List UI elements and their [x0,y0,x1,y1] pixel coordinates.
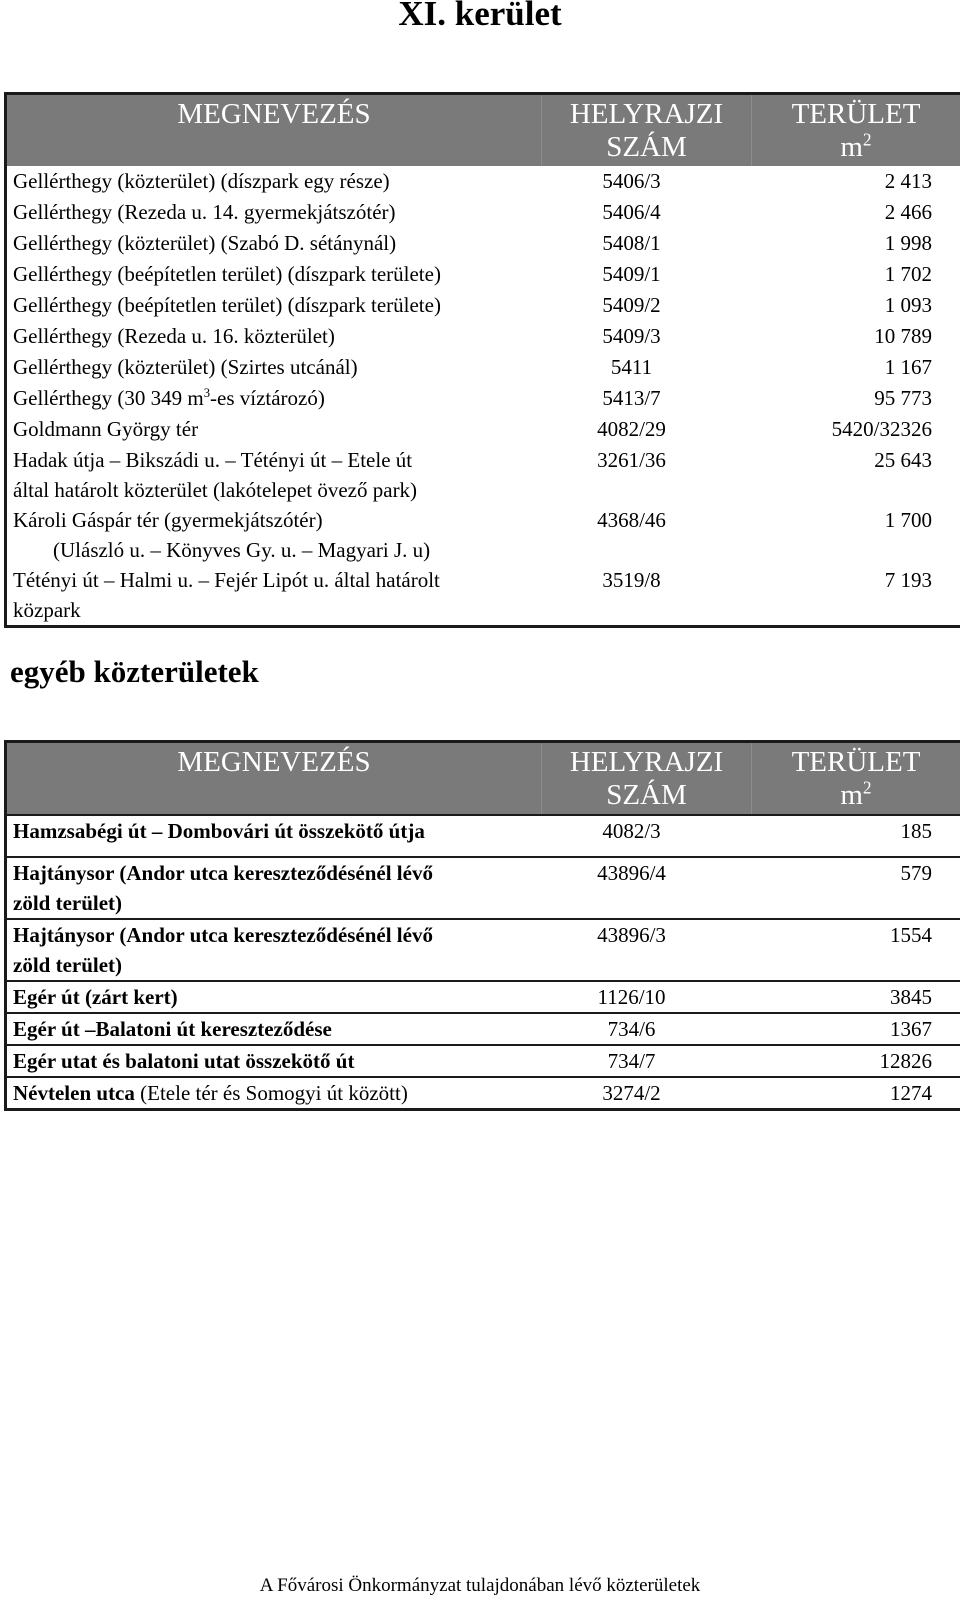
header-area-unit: m [840,131,863,163]
cell-name-bold: Névtelen utca [13,1081,135,1105]
cell-area: 579 [752,857,960,919]
cell-area: 1 998 [884,231,932,255]
cell-name: Gellérthegy (Rezeda u. 16. közterület) [13,324,335,348]
cell-name: Gellérthegy (közterület) (díszpark egy része) [13,169,390,193]
table-row [6,383,960,414]
table-row [6,290,960,321]
cell-area: 3845 [752,981,960,1013]
cell-name: Gellérthegy (beépítetlen terület) (díszpark területe) [13,262,441,286]
cell-area: 10 789 [874,324,932,348]
cell-hrsz: 5413/7 [602,386,661,410]
cell-name-sup: 3 [203,386,210,400]
cell-area: 1367 [752,1013,960,1045]
table-row [6,815,960,857]
table-row [6,228,960,259]
header-name [6,94,542,167]
other-areas-table [4,740,960,1111]
cell-area: 1274 [752,1077,960,1110]
table-row [6,1045,960,1077]
header-area [752,742,960,816]
header-hrsz-line1: HELYRAJZI [569,98,724,130]
cell-hrsz: 4368/46 [597,508,666,532]
cell-name: Egér út –Balatoni út kereszteződése [6,1013,542,1045]
header-area-sup: 2 [862,777,872,798]
cell-hrsz: 4082/29 [597,417,666,441]
cell-name: Goldmann György tér [13,417,199,441]
table-row [6,414,960,445]
cell-hrsz: 5409/2 [602,293,661,317]
cell-area: 2 413 [884,169,932,193]
cell-name [6,383,542,414]
cell-name [6,505,542,565]
page-footer: A Fővárosi Önkormányzat tulajdonában lévő közterületek [259,1575,701,1596]
cell-area: 2 466 [884,200,932,224]
table-row [6,321,960,352]
cell-name-part: Gellérthegy (30 349 m [13,386,204,410]
table-row [6,919,960,981]
cell-name-normal: (Etele tér és Somogyi út között) [134,1081,408,1105]
parks-table [4,92,960,628]
cell-name: Egér utat és balatoni utat összekötő út [6,1045,542,1077]
cell-area: 1554 [752,919,960,981]
table-row [6,1077,960,1110]
table-row [6,166,960,197]
header-area-line1: TERÜLET [791,746,921,778]
header-name-label: MEGNEVEZÉS [177,746,371,778]
cell-name: Gellérthegy (közterület) (Szirtes utcánál) [13,355,358,379]
cell-area: 185 [752,815,960,857]
table-row [6,197,960,228]
cell-name [6,1077,542,1110]
table-row [6,857,960,919]
cell-hrsz: 5409/3 [602,324,661,348]
cell-hrsz: 5406/4 [602,200,661,224]
cell-name [6,445,542,505]
header-area [752,94,960,167]
cell-area: 1 093 [884,293,932,317]
cell-name-line1: Károli Gáspár tér (gyermekjátszótér) [13,508,323,532]
cell-area: 25 643 [874,448,932,472]
table-row [6,565,960,627]
cell-area: 5420/32326 [831,417,932,441]
cell-name-line1: Hajtánysor (Andor utca kereszteződésénél lévő [13,861,433,885]
table-header-row [6,94,960,167]
cell-name-line1: Hajtánysor (Andor utca kereszteződésénél lévő [13,923,433,947]
cell-hrsz: 3261/36 [597,448,666,472]
cell-name: Hamzsabégi út – Dombovári út összekötő útja [6,815,542,857]
cell-hrsz: 5409/1 [602,262,661,286]
cell-name-line2: zöld terület) [13,953,123,977]
header-hrsz-line1: HELYRAJZI [569,746,724,778]
cell-hrsz: 5408/1 [602,231,661,255]
section-title: egyéb közterületek [10,654,259,689]
cell-name-line2: zöld terület) [13,891,123,915]
cell-hrsz: 1126/10 [542,981,752,1013]
cell-hrsz: 3519/8 [602,568,661,592]
header-area-sup: 2 [862,129,872,150]
header-hrsz [542,94,752,167]
cell-hrsz: 3274/2 [542,1077,752,1110]
header-name-label: MEGNEVEZÉS [177,98,371,130]
header-hrsz [542,742,752,816]
cell-name [6,857,542,919]
table-row [6,505,960,565]
cell-name-line2: közpark [13,598,81,622]
cell-hrsz: 734/6 [542,1013,752,1045]
table-row [6,259,960,290]
header-area-line1: TERÜLET [791,98,921,130]
header-hrsz-line2: SZÁM [606,779,687,811]
cell-hrsz: 734/7 [542,1045,752,1077]
header-hrsz-line2: SZÁM [606,131,687,163]
cell-name-part: -es víztározó) [210,386,325,410]
table-row [6,352,960,383]
cell-hrsz: 5406/3 [602,169,661,193]
cell-hrsz: 5411 [610,355,653,379]
table-row [6,1013,960,1045]
cell-hrsz: 4082/3 [542,815,752,857]
cell-name-line2: által határolt közterület (lakótelepet övező park) [13,478,418,502]
header-area-unit: m [840,779,863,811]
header-name [6,742,542,816]
cell-name: Gellérthegy (beépítetlen terület) (díszpark területe) [13,293,441,317]
cell-area: 95 773 [874,386,932,410]
cell-area: 12826 [752,1045,960,1077]
page-title: XI. kerület [398,0,562,33]
table-row [6,445,960,505]
table-header-row [6,742,960,816]
cell-area: 1 702 [884,262,932,286]
cell-name: Gellérthegy (Rezeda u. 14. gyermekjátszótér) [13,200,396,224]
cell-area: 1 167 [884,355,932,379]
cell-name [6,919,542,981]
cell-name [6,565,542,627]
cell-hrsz: 43896/3 [542,919,752,981]
cell-area: 1 700 [884,508,932,532]
cell-name: Egér út (zárt kert) [6,981,542,1013]
cell-area: 7 193 [884,568,932,592]
table-row [6,981,960,1013]
cell-name-line1: Tétényi út – Halmi u. – Fejér Lipót u. által határolt [13,568,440,592]
cell-name: Gellérthegy (közterület) (Szabó D. sétánynál) [13,231,397,255]
cell-hrsz: 43896/4 [542,857,752,919]
cell-name-line2: (Ulászló u. – Könyves Gy. u. – Magyari J. u) [53,538,431,562]
cell-name-line1: Hadak útja – Bikszádi u. – Tétényi út – Etele út [13,448,413,472]
